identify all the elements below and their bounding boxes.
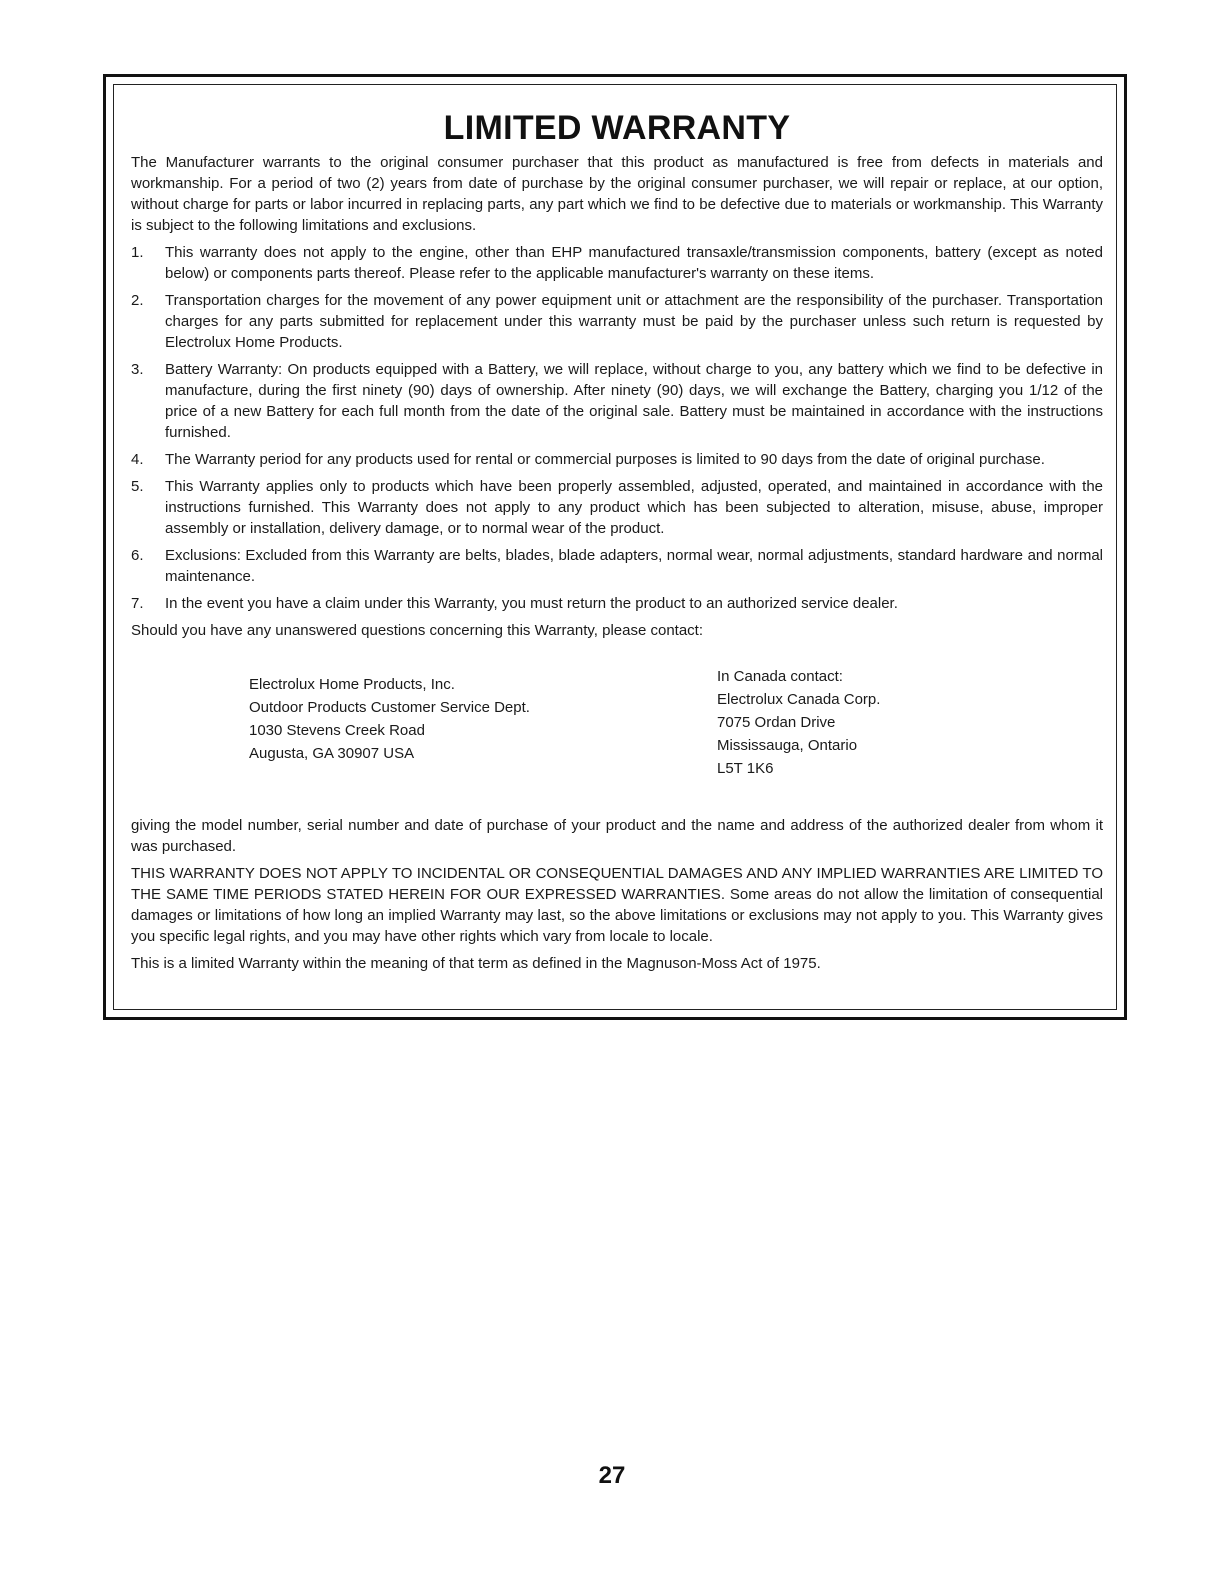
canada-address-city: Mississauga, Ontario — [717, 737, 858, 754]
item-number: 1. — [131, 244, 144, 261]
list-item — [131, 476, 1103, 539]
us-address-street: 1030 Stevens Creek Road — [249, 722, 425, 739]
item-text: The Warranty period for any products used for rental or commercial purposes is limited to 90 days from the date of original purchase. — [165, 451, 1045, 468]
item-text: In the event you have a claim under this Warranty, you must return the product to an authorized service dealer. — [165, 595, 898, 612]
item-text: Battery Warranty: On products equipped with a Battery, we will replace, without charge to you, any battery which we find to be defective in manufacture, during the first ninety (90) days of ownership. After ninety (90) days, we will exchange the Battery, charging you 1/12 of the price of a new Battery for each full month from the date of the original sale. Battery must be maintained in accordance with the instructions furnished. — [165, 361, 1103, 441]
list-item — [131, 593, 1103, 614]
us-address-company: Electrolux Home Products, Inc. — [249, 676, 455, 693]
canada-address-postal: L5T 1K6 — [717, 760, 774, 777]
page-title: LIMITED WARRANTY — [443, 109, 791, 147]
list-item — [131, 359, 1103, 443]
item-number: 3. — [131, 361, 144, 378]
intro-paragraph: The Manufacturer warrants to the original consumer purchaser that this product as manufactured is free from defects in materials and workmanship. For a period of two (2) years from date of purchase by the original consumer purchaser, we will repair or replace, at our option, without charge for parts or labor incurred in replacing parts, any part which we find to be defective due to materials or workmanship. This Warranty is subject to the following limitations and exclusions. — [131, 154, 1103, 234]
item-number: 7. — [131, 595, 144, 612]
disclaimer-paragraph: THIS WARRANTY DOES NOT APPLY TO INCIDENTAL OR CONSEQUENTIAL DAMAGES AND ANY IMPLIED WARRANTIES ARE LIMITED TO THE SAME TIME PERIODS STATED HEREIN FOR OUR EXPRESSED WARRANTIES. Some areas do not allow the limitation of consequential damages or limitations of how long an implied Warranty may last, so the above limitations or exclusions may not apply to you. This Warranty gives you specific legal rights, and you may have other rights which vary from locale to locale. — [131, 865, 1103, 945]
canada-address-street: 7075 Ordan Drive — [717, 714, 836, 731]
canada-address-heading: In Canada contact: — [717, 668, 843, 685]
us-address — [249, 673, 530, 765]
item-text: This warranty does not apply to the engine, other than EHP manufactured transaxle/transmission components, battery (except as noted below) or components parts thereof. Please refer to the applicable manufacturer's warranty on these items. — [165, 244, 1103, 282]
contact-addresses — [131, 665, 1103, 803]
list-item — [131, 449, 1103, 470]
item-text: Transportation charges for the movement of any power equipment unit or attachment are the responsibility of the purchaser. Transportation charges for any parts submitted for replacement under this warranty must be paid by the purchaser unless such return is requested by Electrolux Home Products. — [165, 292, 1103, 351]
us-address-city: Augusta, GA 30907 USA — [249, 745, 415, 762]
us-address-department: Outdoor Products Customer Service Dept. — [249, 699, 530, 716]
list-item — [131, 545, 1103, 587]
item-number: 5. — [131, 478, 144, 495]
canada-address — [717, 665, 880, 780]
item-text: This Warranty applies only to products which have been properly assembled, adjusted, operated, and maintained in accordance with the instructions furnished. This Warranty does not apply to any product which has been subjected to alteration, misuse, abuse, improper assembly or installation, delivery damage, or to normal wear of the product. — [165, 478, 1103, 537]
item-number: 6. — [131, 547, 144, 564]
magnuson-moss-paragraph: This is a limited Warranty within the meaning of that term as defined in the Magnuson-Moss Act of 1975. — [131, 955, 821, 972]
item-number: 2. — [131, 292, 144, 309]
item-number: 4. — [131, 451, 144, 468]
list-item — [131, 242, 1103, 284]
warranty-content — [131, 108, 1103, 980]
giving-paragraph: giving the model number, serial number and date of purchase of your product and the name and address of the authorized dealer from whom it was purchased. — [131, 817, 1103, 855]
contact-intro: Should you have any unanswered questions concerning this Warranty, please contact: — [131, 622, 704, 639]
limitations-list — [131, 242, 1103, 614]
canada-address-company: Electrolux Canada Corp. — [717, 691, 881, 708]
list-item — [131, 290, 1103, 353]
page-number: 27 — [598, 1462, 626, 1489]
item-text: Exclusions: Excluded from this Warranty are belts, blades, blade adapters, normal wear, normal adjustments, standard hardware and normal maintenance. — [165, 547, 1103, 585]
